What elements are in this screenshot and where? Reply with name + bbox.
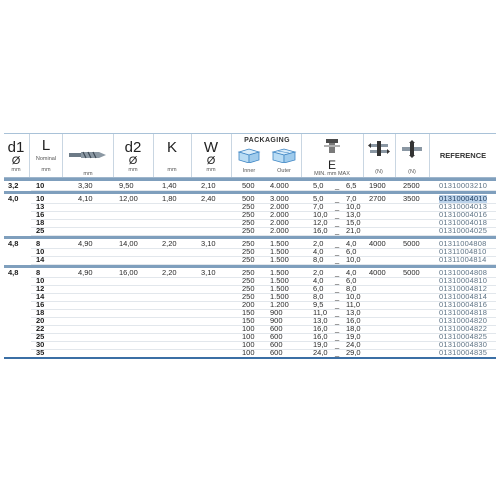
packaging-outer-cell: 1.500	[270, 255, 289, 264]
grip-range-dash: _	[335, 332, 340, 341]
grip-range-dash: _	[335, 247, 340, 256]
packaging-outer-cell: 1.500	[270, 276, 289, 285]
grip-range-dash: _	[335, 284, 340, 293]
grip-max-cell: 10,0	[346, 292, 361, 301]
shear-force-icon	[368, 140, 390, 158]
reference-code-cell[interactable]: 01310004825	[439, 332, 488, 341]
grip-range-dash: _	[335, 308, 340, 317]
diameter-w-cell: 2,10	[201, 181, 216, 190]
grip-min-cell: 5,0	[313, 194, 324, 203]
packaging-inner-cell: 500	[242, 194, 255, 203]
packaging-outer-cell: 4.000	[270, 181, 289, 190]
reference-code-cell[interactable]: 01310004835	[439, 348, 488, 357]
table-bottom-rule	[4, 357, 496, 359]
header-divider	[231, 134, 232, 177]
header-d1-symbol: Ø	[11, 155, 21, 167]
packaging-outer-cell: 600	[270, 324, 283, 333]
grip-range-dash: _	[335, 268, 340, 277]
nominal-length-cell: 20	[36, 316, 45, 325]
grip-range-dash: _	[335, 218, 340, 227]
diameter-w-cell: 3,10	[201, 239, 216, 248]
nominal-length-cell: 16	[36, 300, 45, 309]
header-reference	[430, 134, 496, 177]
header-k-label: K	[166, 139, 177, 156]
grip-max-cell: 4,0	[346, 239, 357, 248]
shear-strength-cell: 1900	[369, 181, 386, 190]
header-d2-symbol: Ø	[128, 155, 138, 167]
nominal-length-cell: 22	[36, 324, 45, 333]
grip-max-cell: 7,0	[346, 194, 357, 203]
header-w-symbol: Ø	[206, 155, 216, 167]
header-w-label: W	[203, 139, 219, 156]
head-diameter-d2-cell: 9,50	[119, 181, 134, 190]
drill-diameter-cell: 4,90	[78, 268, 93, 277]
header-divider	[62, 134, 63, 177]
nominal-length-cell: 12	[36, 284, 45, 293]
diameter-w-cell: 2,40	[201, 194, 216, 203]
diameter-w-cell: 3,10	[201, 268, 216, 277]
grip-range-dash: _	[335, 202, 340, 211]
header-k	[154, 134, 190, 177]
header-d1	[4, 134, 28, 177]
tensile-strength-cell: 2500	[403, 181, 420, 190]
header-d2-label: d2	[124, 139, 142, 156]
reference-code-cell[interactable]: 01310004016	[439, 210, 488, 219]
diameter-d1-cell: 4,8	[8, 239, 19, 248]
grip-range-dash: _	[335, 300, 340, 309]
grip-range-dash: _	[335, 348, 340, 357]
header-l-unit: mm	[41, 167, 51, 173]
grip-max-cell: 24,0	[346, 340, 361, 349]
header-d1-label: d1	[7, 139, 25, 156]
table-row[interactable]	[4, 349, 496, 357]
header-packaging	[233, 134, 301, 177]
packaging-inner-cell: 250	[242, 218, 255, 227]
grip-range-dash: _	[335, 340, 340, 349]
header-drill	[64, 134, 112, 177]
reference-code-cell[interactable]: 01310004025	[439, 226, 488, 235]
nominal-length-cell: 14	[36, 292, 45, 301]
grip-min-cell: 16,0	[313, 332, 328, 341]
packaging-outer-cell: 2.000	[270, 210, 289, 219]
header-packaging-label: PACKAGING	[244, 137, 290, 144]
grip-max-cell: 15,0	[346, 218, 361, 227]
reference-code-cell[interactable]: 01311004808	[439, 239, 487, 248]
grip-range-dash: _	[335, 226, 340, 235]
shear-strength-cell: 4000	[369, 268, 386, 277]
drill-bit-icon	[68, 147, 108, 163]
grip-min-cell: 5,0	[313, 181, 324, 190]
nominal-length-cell: 18	[36, 308, 45, 317]
header-d2	[114, 134, 152, 177]
packaging-inner-cell: 100	[242, 332, 255, 341]
packaging-outer-cell: 900	[270, 316, 283, 325]
grip-range-dash: _	[335, 324, 340, 333]
packaging-inner-cell: 150	[242, 308, 255, 317]
nominal-length-cell: 14	[36, 255, 45, 264]
packaging-outer-cell: 2.000	[270, 202, 289, 211]
header-l-sub: Nominal	[35, 156, 57, 162]
header-k-unit: mm	[167, 167, 177, 173]
header-d2-unit: mm	[128, 167, 138, 173]
grip-max-cell: 6,0	[346, 247, 357, 256]
packaging-outer-cell: 600	[270, 348, 283, 357]
rivet-grip-icon	[323, 138, 341, 154]
grip-max-cell: 10,0	[346, 255, 361, 264]
packaging-outer-cell: 1.500	[270, 284, 289, 293]
nominal-length-cell: 25	[36, 332, 45, 341]
reference-code-cell[interactable]: 01310004010	[439, 194, 488, 203]
header-d1-unit: mm	[11, 167, 21, 173]
reference-code-cell[interactable]: 01310004820	[439, 316, 488, 325]
shear-strength-cell: 2700	[369, 194, 386, 203]
packaging-inner-cell: 250	[242, 210, 255, 219]
packaging-inner-cell: 250	[242, 292, 255, 301]
diameter-d1-cell: 4,8	[8, 268, 19, 277]
packaging-inner-cell: 250	[242, 226, 255, 235]
grip-min-cell: 11,0	[313, 308, 328, 317]
grip-max-cell: 21,0	[346, 226, 361, 235]
grip-min-cell: 16,0	[313, 226, 328, 235]
grip-min-cell: 8,0	[313, 255, 324, 264]
grip-range-dash: _	[335, 194, 340, 203]
product-spec-table	[4, 133, 496, 365]
packaging-outer-cell: 1.500	[270, 292, 289, 301]
packaging-inner-cell: 200	[242, 300, 255, 309]
nominal-length-cell: 10	[36, 247, 45, 256]
drill-diameter-cell: 4,10	[78, 194, 93, 203]
nominal-length-cell: 13	[36, 202, 45, 211]
header-drill-unit: mm	[83, 171, 93, 177]
packaging-inner-cell: 250	[242, 268, 255, 277]
grip-max-cell: 11,0	[346, 300, 361, 309]
header-e-range: MIN. mm MAX	[314, 171, 350, 177]
reference-code-cell[interactable]: 01310004818	[439, 308, 488, 317]
header-e-label: E	[327, 158, 336, 172]
packaging-inner-cell: 250	[242, 202, 255, 211]
header-w-unit: mm	[206, 167, 216, 173]
grip-max-cell: 16,0	[346, 316, 361, 325]
packaging-inner-cell: 250	[242, 284, 255, 293]
reference-code-cell[interactable]: 01310004018	[439, 218, 488, 227]
header-packaging-inner: Inner	[242, 168, 256, 174]
grip-min-cell: 2,0	[313, 239, 324, 248]
grip-min-cell: 7,0	[313, 202, 324, 211]
grip-range-dash: _	[335, 239, 340, 248]
reference-code-cell[interactable]: 01310004814	[439, 292, 488, 301]
grip-min-cell: 16,0	[313, 324, 328, 333]
head-diameter-d2-cell: 14,00	[119, 239, 138, 248]
grip-min-cell: 19,0	[313, 340, 328, 349]
diameter-d1-cell: 3,2	[8, 181, 19, 190]
packaging-inner-cell: 250	[242, 255, 255, 264]
grip-range-dash: _	[335, 210, 340, 219]
grip-min-cell: 6,0	[313, 284, 324, 293]
head-diameter-d2-cell: 12,00	[119, 194, 138, 203]
grip-max-cell: 8,0	[346, 284, 357, 293]
packaging-outer-cell: 1.500	[270, 268, 289, 277]
diameter-d1-cell: 4,0	[8, 194, 19, 203]
grip-max-cell: 29,0	[346, 348, 361, 357]
nominal-length-cell: 10	[36, 194, 45, 203]
header-e	[302, 134, 362, 177]
shear-strength-cell: 4000	[369, 239, 386, 248]
grip-min-cell: 4,0	[313, 247, 324, 256]
header-packaging-outer: Outer	[277, 168, 291, 174]
packaging-outer-cell: 1.200	[270, 300, 289, 309]
reference-code-cell[interactable]: 01310004816	[439, 300, 488, 309]
packaging-inner-cell: 100	[242, 340, 255, 349]
packaging-outer-cell: 1.500	[270, 239, 289, 248]
table-row[interactable]	[4, 227, 496, 235]
table-row[interactable]	[4, 182, 496, 190]
reference-code-cell[interactable]: 01310004013	[439, 202, 488, 211]
grip-min-cell: 24,0	[313, 348, 328, 357]
packaging-outer-cell: 600	[270, 340, 283, 349]
head-height-k-cell: 2,20	[162, 268, 177, 277]
grip-max-cell: 6,5	[346, 181, 357, 190]
grip-max-cell: 10,0	[346, 202, 361, 211]
drill-diameter-cell: 3,30	[78, 181, 93, 190]
header-divider	[29, 134, 30, 177]
header-l-label: L	[41, 137, 51, 154]
table-row[interactable]	[4, 256, 496, 264]
packaging-outer-cell: 600	[270, 332, 283, 341]
reference-code-cell[interactable]: 01310004808	[439, 268, 488, 277]
packaging-inner-cell: 100	[242, 324, 255, 333]
grip-min-cell: 9,5	[313, 300, 324, 309]
packaging-outer-cell: 1.500	[270, 247, 289, 256]
grip-min-cell: 4,0	[313, 276, 324, 285]
nominal-length-cell: 8	[36, 239, 41, 248]
grip-range-dash: _	[335, 316, 340, 325]
packaging-outer-cell: 900	[270, 308, 283, 317]
grip-range-dash: _	[335, 255, 340, 264]
reference-code-cell[interactable]: 01310003210	[439, 181, 488, 190]
grip-min-cell: 13,0	[313, 316, 328, 325]
reference-code-cell[interactable]: 01311004814	[439, 255, 487, 264]
nominal-length-cell: 18	[36, 218, 45, 227]
drill-diameter-cell: 4,90	[78, 239, 93, 248]
grip-max-cell: 19,0	[346, 332, 361, 341]
packaging-outer-cell: 2.000	[270, 218, 289, 227]
header-shear-unit: (N)	[375, 169, 383, 175]
header-w	[192, 134, 230, 177]
grip-min-cell: 2,0	[313, 268, 324, 277]
nominal-length-cell: 30	[36, 340, 45, 349]
head-height-k-cell: 2,20	[162, 239, 177, 248]
tensile-force-icon	[401, 140, 423, 158]
grip-min-cell: 10,0	[313, 210, 328, 219]
nominal-length-cell: 16	[36, 210, 45, 219]
reference-code-cell[interactable]: 01310004812	[439, 284, 488, 293]
grip-range-dash: _	[335, 181, 340, 190]
head-height-k-cell: 1,80	[162, 194, 177, 203]
grip-min-cell: 12,0	[313, 218, 328, 227]
grip-max-cell: 13,0	[346, 308, 361, 317]
tensile-strength-cell: 5000	[403, 268, 420, 277]
packaging-inner-cell: 250	[242, 276, 255, 285]
header-shear	[364, 134, 394, 177]
reference-code-cell[interactable]: 01310004822	[439, 324, 488, 333]
packaging-inner-cell: 250	[242, 239, 255, 248]
header-l	[31, 134, 61, 177]
nominal-length-cell: 8	[36, 268, 41, 277]
nominal-length-cell: 10	[36, 276, 45, 285]
reference-code-cell[interactable]: 01310004810	[439, 276, 488, 285]
tensile-strength-cell: 3500	[403, 194, 420, 203]
reference-code-cell[interactable]: 01311004810	[439, 247, 487, 256]
head-diameter-d2-cell: 16,00	[119, 268, 138, 277]
header-tensile-unit: (N)	[408, 169, 416, 175]
grip-max-cell: 6,0	[346, 276, 357, 285]
inner-box-icon	[237, 147, 261, 168]
outer-box-icon	[271, 147, 297, 168]
header-reference-label: REFERENCE	[439, 151, 487, 160]
packaging-inner-cell: 500	[242, 181, 255, 190]
tensile-strength-cell: 5000	[403, 239, 420, 248]
packaging-inner-cell: 250	[242, 247, 255, 256]
nominal-length-cell: 35	[36, 348, 45, 357]
grip-min-cell: 8,0	[313, 292, 324, 301]
packaging-outer-cell: 3.000	[270, 194, 289, 203]
header-tensile	[396, 134, 428, 177]
head-height-k-cell: 1,40	[162, 181, 177, 190]
packaging-inner-cell: 100	[242, 348, 255, 357]
grip-max-cell: 13,0	[346, 210, 361, 219]
grip-range-dash: _	[335, 292, 340, 301]
grip-range-dash: _	[335, 276, 340, 285]
grip-max-cell: 4,0	[346, 268, 357, 277]
packaging-inner-cell: 150	[242, 316, 255, 325]
nominal-length-cell: 10	[36, 181, 45, 190]
grip-max-cell: 18,0	[346, 324, 361, 333]
nominal-length-cell: 25	[36, 226, 45, 235]
reference-code-cell[interactable]: 01310004830	[439, 340, 488, 349]
packaging-outer-cell: 2.000	[270, 226, 289, 235]
